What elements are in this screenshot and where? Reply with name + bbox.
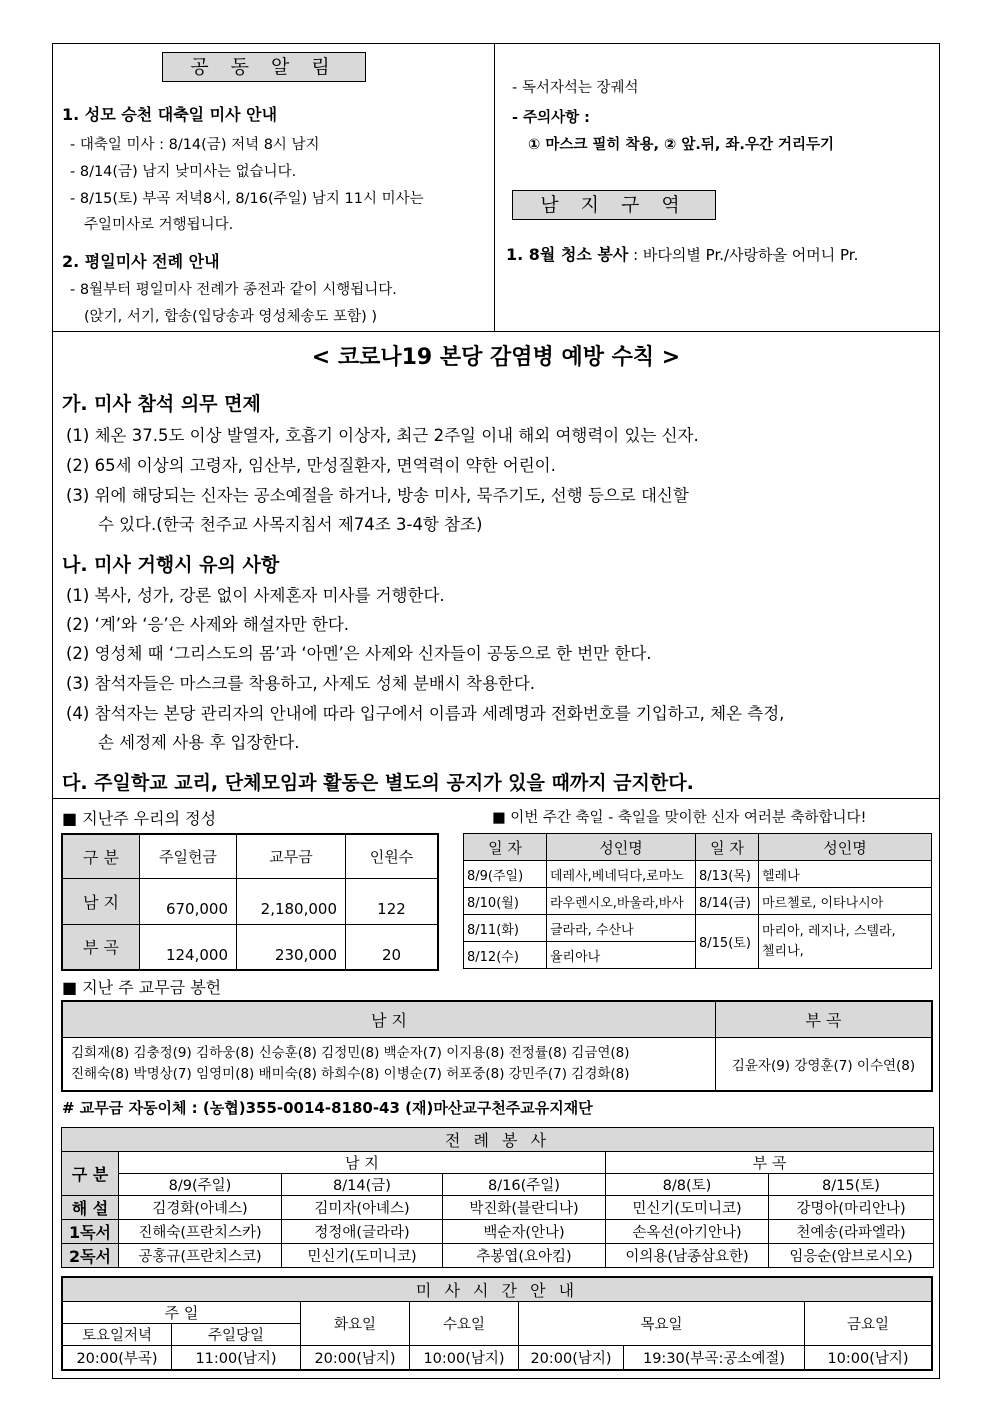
liturgy-name: 김경화(아녜스) <box>119 1196 282 1220</box>
mass-time: 10:00(남지) <box>805 1346 933 1370</box>
mass-sat-eve: 토요일저녁 <box>62 1324 172 1346</box>
mass-time: 20:00(남지) <box>301 1346 410 1370</box>
liturgy-name: 백순자(안나) <box>443 1220 606 1244</box>
covid-na-line: (3) 참석자들은 마스크를 착용하고, 사제도 성체 분배시 착용한다. <box>66 674 536 693</box>
liturgy-name: 강명아(마리안나) <box>769 1196 934 1220</box>
area-line <box>506 242 858 265</box>
dues-namji-line: 진해숙(8) 박명상(7) 임영미(8) 배미숙(8) 하희수(8) 이병순(7) 허포중(8) 강민주(7) 김경화(8) <box>71 1065 630 1082</box>
covid-ga-line: (3) 위에 해당되는 신자는 공소예절을 하거나, 방송 미사, 묵주기도, 선행 등으로 대신할 <box>66 486 689 505</box>
top-divider <box>494 43 495 331</box>
liturgy-role: 2독서 <box>62 1244 119 1268</box>
mass-fri: 금요일 <box>805 1302 933 1346</box>
liturgy-name: 손옥선(아기안나) <box>606 1220 769 1244</box>
feast-saints: 글라라, 수산나 <box>547 915 696 942</box>
liturgy-name: 정정애(글라라) <box>282 1220 443 1244</box>
area-title: 남 지 구 역 <box>512 190 716 220</box>
covid-section-bottom <box>52 798 940 799</box>
liturgy-name: 진해숙(프란치스카) <box>119 1220 282 1244</box>
notice-s2-heading: 2. 평일미사 전례 안내 <box>62 252 220 271</box>
feast-saints: 마르첼로, 이타나시아 <box>759 888 932 915</box>
liturgy-role: 1독서 <box>62 1220 119 1244</box>
offering-header: 주일헌금 <box>140 834 237 878</box>
liturgy-date: 8/9(주일) <box>119 1174 282 1196</box>
liturgy-table <box>61 1127 934 1268</box>
liturgy-role: 해 설 <box>62 1196 119 1220</box>
liturgy-date: 8/14(금) <box>282 1174 443 1196</box>
liturgy-date: 8/16(주일) <box>443 1174 606 1196</box>
feast-date: 8/15(토) <box>696 915 759 969</box>
covid-ga-line: (1) 체온 37.5도 이상 발열자, 호흡기 이상자, 최근 2주일 이내 해외 여행력이 있는 신자. <box>66 426 699 445</box>
feast-saints: 헬레나 <box>759 861 932 888</box>
liturgy-name: 천예송(라파엘라) <box>769 1220 934 1244</box>
dues-col-bugok: 부 곡 <box>716 1001 933 1037</box>
liturgy-name: 이의용(남종삼요한) <box>606 1244 769 1268</box>
notice-s1-line: 주일미사로 거행됩니다. <box>84 217 234 233</box>
offering-heading: ■ 지난주 우리의 정성 <box>62 809 217 828</box>
offering-cell: 2,180,000 <box>237 878 346 924</box>
dues-namji-cell <box>62 1037 716 1091</box>
dues-col-namji: 남 지 <box>62 1001 716 1037</box>
offering-header: 교무금 <box>237 834 346 878</box>
covid-na-line: (4) 참석자는 본당 관리자의 안내에 따라 입구에서 이름과 세례명과 전화번호를 기입하고, 체온 측정, <box>66 704 785 723</box>
right-caution-detail: ① 마스크 필히 착용, ② 앞.뒤, 좌.우간 거리두기 <box>528 137 835 153</box>
feast-heading: ■ 이번 주간 축일 - 축일을 맞이한 신자 여러분 축하합니다! <box>492 810 867 826</box>
offering-row-label: 남 지 <box>62 878 140 924</box>
mass-time: 19:30(부곡:공소예절) <box>624 1346 805 1370</box>
feast-saints: 첼리나, <box>762 943 804 959</box>
covid-na-line: (1) 복사, 성가, 강론 없이 사제혼자 미사를 거행한다. <box>66 586 445 605</box>
feast-saints-multi <box>759 915 932 969</box>
dues-table <box>61 1000 933 1092</box>
covid-da-line: 다. 주일학교 교리, 단체모임과 활동은 별도의 공지가 있을 때까지 금지한다. <box>62 772 694 794</box>
mass-time: 11:00(남지) <box>172 1346 301 1370</box>
feast-date: 8/11(화) <box>464 915 547 942</box>
liturgy-name: 임응순(암브로시오) <box>769 1244 934 1268</box>
notice-s1-line: - 대축일 미사 : 8/14(금) 저녁 8시 남지 <box>70 137 320 153</box>
covid-title: < 코로나19 본당 감염병 예방 수칙 > <box>311 345 681 370</box>
mass-table <box>61 1276 933 1371</box>
offering-cell: 122 <box>346 878 439 924</box>
liturgy-bugok: 부 곡 <box>606 1152 934 1174</box>
offering-header: 구 분 <box>62 834 140 878</box>
covid-ga-line: 수 있다.(한국 천주교 사목지침서 제74조 3-4항 참조) <box>98 515 483 534</box>
notice-s1-line: - 8/14(금) 남지 낮미사는 없습니다. <box>70 164 297 180</box>
feast-header: 일 자 <box>696 834 759 861</box>
liturgy-name: 민신기(도미니코) <box>606 1196 769 1220</box>
mass-thu: 목요일 <box>519 1302 805 1346</box>
offering-cell: 20 <box>346 924 439 970</box>
feast-table <box>463 833 932 969</box>
liturgy-name: 추봉엽(요아킴) <box>443 1244 606 1268</box>
notice-s1-heading: 1. 성모 승천 대축일 미사 안내 <box>62 105 278 124</box>
covid-na-heading: 나. 미사 거행시 유의 사항 <box>62 554 280 576</box>
feast-date: 8/10(월) <box>464 888 547 915</box>
offering-cell: 670,000 <box>140 878 237 924</box>
notice-s2-line: (앉기, 서기, 합송(입당송과 영성체송도 포함) ) <box>84 309 378 325</box>
top-section-bottom <box>52 331 940 332</box>
notice-s2-line: - 8월부터 평일미사 전례가 종전과 같이 시행됩니다. <box>70 282 397 298</box>
offering-row-label: 부 곡 <box>62 924 140 970</box>
feast-date: 8/13(목) <box>696 861 759 888</box>
feast-saints: 데레사,베네딕다,로마노 <box>547 861 696 888</box>
mass-sunday: 주 일 <box>62 1302 301 1324</box>
covid-na-line: (2) ‘계’와 ‘응’은 사제와 해설자만 한다. <box>66 615 350 634</box>
feast-header: 일 자 <box>464 834 547 861</box>
feast-header: 성인명 <box>759 834 932 861</box>
right-line1: - 독서자석는 장궤석 <box>512 80 639 96</box>
liturgy-namji: 남 지 <box>119 1152 606 1174</box>
offering-header: 인원수 <box>346 834 439 878</box>
covid-na-line: 손 세정제 사용 후 입장한다. <box>98 733 300 752</box>
feast-date: 8/14(금) <box>696 888 759 915</box>
covid-ga-line: (2) 65세 이상의 고령자, 임산부, 만성질환자, 면역력이 약한 어린이. <box>66 456 556 475</box>
covid-na-line: (2) 영성체 때 ‘그리스도의 몸’과 ‘아멘’은 사제와 신자들이 공동으로 한 번만 한다. <box>66 644 652 663</box>
notice-s1-line: - 8/15(토) 부곡 저녁8시, 8/16(주일) 남지 11시 미사는 <box>70 191 424 207</box>
mass-wed: 수요일 <box>410 1302 519 1346</box>
right-caution: - 주의사항 : <box>512 110 590 126</box>
liturgy-date: 8/8(토) <box>606 1174 769 1196</box>
mass-time: 20:00(남지) <box>519 1346 624 1370</box>
mass-tue: 화요일 <box>301 1302 410 1346</box>
offering-cell: 230,000 <box>237 924 346 970</box>
feast-header: 성인명 <box>547 834 696 861</box>
feast-saints: 라우렌시오,바울라,바사 <box>547 888 696 915</box>
liturgy-gubun: 구 분 <box>62 1152 119 1196</box>
area-label: 1. 8월 청소 봉사 <box>506 245 629 264</box>
mass-sun-day: 주일당일 <box>172 1324 301 1346</box>
liturgy-date: 8/15(토) <box>769 1174 934 1196</box>
offering-table <box>61 833 439 971</box>
covid-ga-heading: 가. 미사 참석 의무 면제 <box>62 393 261 415</box>
notice-title: 공 동 알 림 <box>162 52 366 82</box>
dues-namji-line: 김희재(8) 김충정(9) 김하웅(8) 신승훈(8) 김정민(8) 백순자(7) 이지용(8) 전정률(8) 김금연(8) <box>71 1044 630 1061</box>
dues-bugok-cell: 김윤자(9) 강영훈(7) 이수연(8) <box>716 1037 933 1091</box>
liturgy-name: 공홍규(프란치스코) <box>119 1244 282 1268</box>
mass-time: 20:00(부곡) <box>62 1346 172 1370</box>
offering-cell: 124,000 <box>140 924 237 970</box>
area-text: : 바다의별 Pr./사랑하올 어머니 Pr. <box>628 246 859 264</box>
liturgy-name: 박진화(블란디나) <box>443 1196 606 1220</box>
feast-date: 8/12(수) <box>464 942 547 969</box>
account-line: # 교무금 자동이체 : (농협)355-0014-8180-43 (재)마산교구천주교유지재단 <box>62 1099 593 1117</box>
feast-saints: 율리아나 <box>547 942 696 969</box>
feast-saints: 마리아, 레지나, 스텔라, <box>762 923 896 939</box>
mass-title: 미 사 시 간 안 내 <box>62 1277 932 1302</box>
dues-heading: ■ 지난 주 교무금 봉헌 <box>62 978 222 997</box>
liturgy-name: 김미자(아녜스) <box>282 1196 443 1220</box>
feast-date: 8/9(주일) <box>464 861 547 888</box>
mass-time: 10:00(남지) <box>410 1346 519 1370</box>
liturgy-name: 민신기(도미니코) <box>282 1244 443 1268</box>
liturgy-title: 전 례 봉 사 <box>62 1128 934 1152</box>
